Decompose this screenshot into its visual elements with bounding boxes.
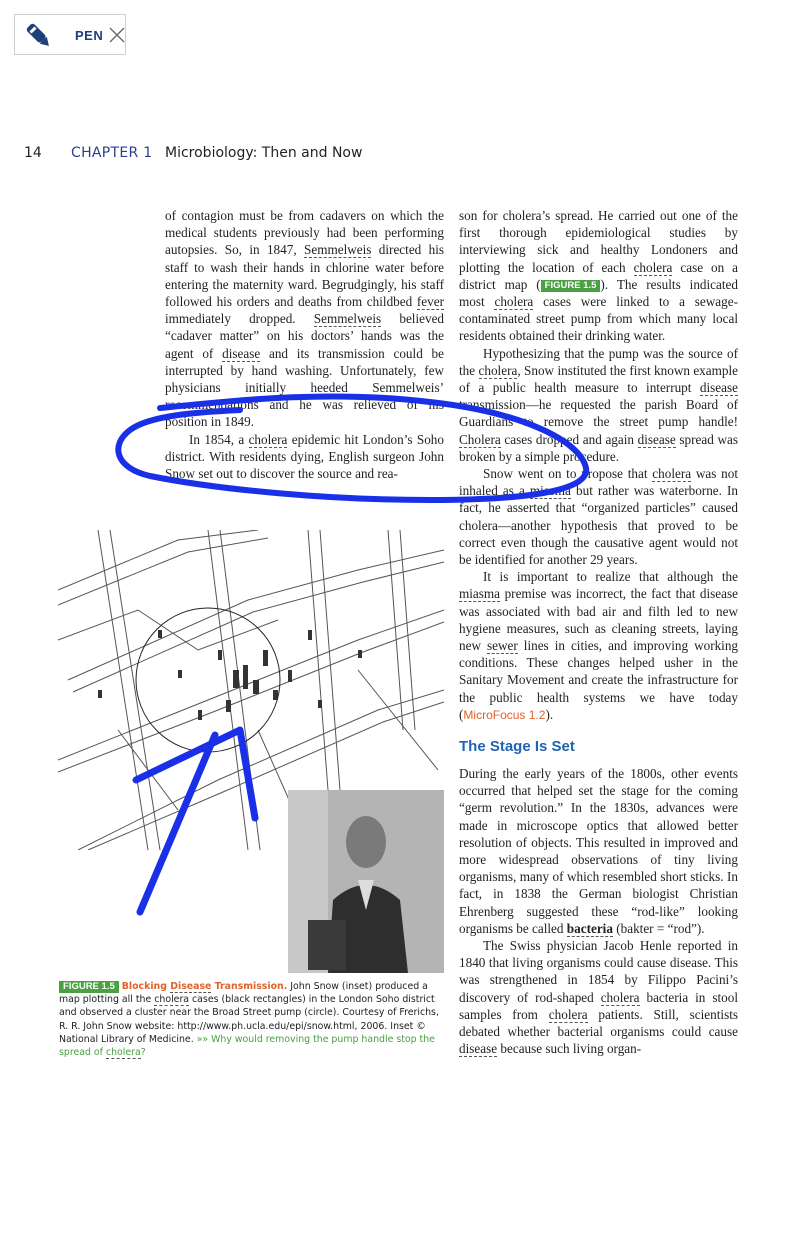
caption-title: Blocking Disease Transmission.	[121, 981, 288, 992]
paragraph: In 1854, a cholera epidemic hit London’s Soho district. With residents dying, English surgeon John Snow set out to discover the source and rea-	[165, 431, 444, 482]
glossary-term[interactable]: Cholera	[459, 431, 501, 447]
glossary-term[interactable]: Semmelweis	[313, 311, 382, 327]
glossary-term[interactable]: disease	[459, 1041, 498, 1057]
glossary-term[interactable]: cholera	[478, 362, 518, 378]
left-column	[165, 207, 444, 482]
chapter-title: Microbiology: Then and Now	[165, 145, 363, 161]
glossary-term[interactable]: disease	[699, 380, 738, 396]
glossary-term[interactable]: cholera	[494, 294, 534, 310]
glossary-term[interactable]: cholera	[652, 466, 692, 482]
glossary-term[interactable]: disease	[222, 345, 261, 361]
paragraph: of contagion must be from cadavers on which the medical students previously had been performing autopsies. So, in 1847, Semmelweis directed his staff to wash their hands in chlorine water before entering the maternity ward. Begrudgingly, his staff followed his orders and deaths from childbed fever immediately dropped. Semmelweis believed “cadaver matter” on his doctors’ hands was the agent of disease and its transmission could be interrupted by hand washing. Unfortunately, few physicians initially heeded Semmelweis’ recommendations and he was relieved of his position in 1849.	[165, 208, 445, 430]
microfocus-link[interactable]: MicroFocus 1.2	[463, 707, 546, 722]
page-number: 14	[24, 145, 42, 161]
figure-caption: FIGURE 1.5 Blocking Disease Transmission. John Snow (inset) produced a map plotting all the cholera cases (black rectangles) in the London Soho district and observed a cluster near the Broad Street pump (circle). Courtesy of Frerichs, R. R. John Snow website: http://www.ph.ucla.edu/epi/snow.html, 2006. Inset © National Library of Medicine. »» Why would removing the pump handle stop the spread of cholera?	[59, 981, 439, 1059]
glossary-term[interactable]: fever	[416, 294, 444, 310]
section-heading: The Stage Is Set	[459, 738, 575, 755]
portrait-image	[288, 790, 444, 973]
glossary-term[interactable]: cholera	[633, 259, 673, 275]
glossary-term[interactable]: miasma	[529, 483, 571, 499]
paragraph: During the early years of the 1800s, other events occurred that helped set the stage for the coming “germ revolution.” In the 1830s, advances were made in microscope optics that allowed better resolution of objects. This resulted in improved and more widespread observations of tiny living organisms, many of which resembled short sticks. In fact, in 1838 the German biologist Christian Ehrenberg suggested these “rod-like” looking organisms be called bacteria (bakter = “rod”).	[459, 766, 738, 936]
paragraph: The Swiss physician Jacob Henle reported in 1840 that living organisms could cause disease. This was strengthened in 1854 by Filippo Pacini’s discovery of rod-shaped cholera bacteria in stool samples from cholera patients. Still, scientists debated whether bacterial organisms could cause disease because such living organ-	[459, 938, 739, 1057]
glossary-term[interactable]: disease	[637, 431, 676, 447]
glossary-term[interactable]: Semmelweis	[304, 242, 372, 258]
glossary-term[interactable]: cholera	[248, 431, 288, 447]
paragraph: Hypothesizing that the pump was the source of the cholera, Snow instituted the first known example of a public health measure to interrupt disease transmission—he requested the parish Board of Guardians to remove the street pump handle! Cholera cases dropped and again disease spread was broken by a simple procedure.	[459, 345, 739, 464]
glossary-term[interactable]: Disease	[170, 981, 212, 992]
caption-question: »» Why would removing the pump handle stop the spread of cholera?	[59, 1033, 435, 1059]
right-column	[459, 207, 738, 724]
paragraph: Snow went on to propose that cholera was not inhaled as a miasma but rather was waterborne. In fact, he asserted that “organized particles” caused cholera—another hypothesis that proved to be correct even though the causative agent would not be identified for another 29 years.	[459, 466, 739, 568]
right-column-lower	[459, 765, 738, 1057]
paragraph: son for cholera’s spread. He carried out one of the first thorough epidemiological studies by interviewing sick and healthy Londoners and plotting the location of each cholera case on a district map ( FIGURE 1.5 ). The results indicated most cholera cases were linked to a sewage-contaminated street pump from which many local residents obtained their drinking water.	[459, 208, 739, 344]
figure-tag: FIGURE 1.5	[59, 981, 119, 993]
glossary-term[interactable]: miasma	[459, 586, 501, 602]
glossary-term[interactable]: bacteria	[566, 920, 613, 936]
pen-icon	[23, 20, 55, 52]
paragraph: It is important to realize that although the miasma premise was incorrect, the fact that disease was associated with bad air and filth led to new hygiene measures, such as cleaning streets, laying new sewer lines in cities, and improving working conditions. These changes helped usher in the Sanitary Movement and create the infrastructure for the public health systems we have today (MicroFocus 1.2).	[459, 569, 739, 722]
chapter-label: CHAPTER 1	[71, 145, 153, 161]
close-icon[interactable]	[108, 26, 126, 44]
glossary-term[interactable]: sewer	[487, 638, 518, 654]
figure-reference-link[interactable]: FIGURE 1.5	[541, 280, 601, 292]
glossary-term[interactable]: cholera	[600, 989, 640, 1005]
glossary-term[interactable]: cholera	[548, 1006, 588, 1022]
glossary-term[interactable]: cholera	[105, 1047, 141, 1059]
glossary-term[interactable]: cholera	[154, 994, 190, 1006]
pen-tool-button[interactable]	[14, 14, 126, 55]
pen-label: PEN	[75, 28, 104, 43]
john-snow-portrait	[288, 790, 444, 973]
